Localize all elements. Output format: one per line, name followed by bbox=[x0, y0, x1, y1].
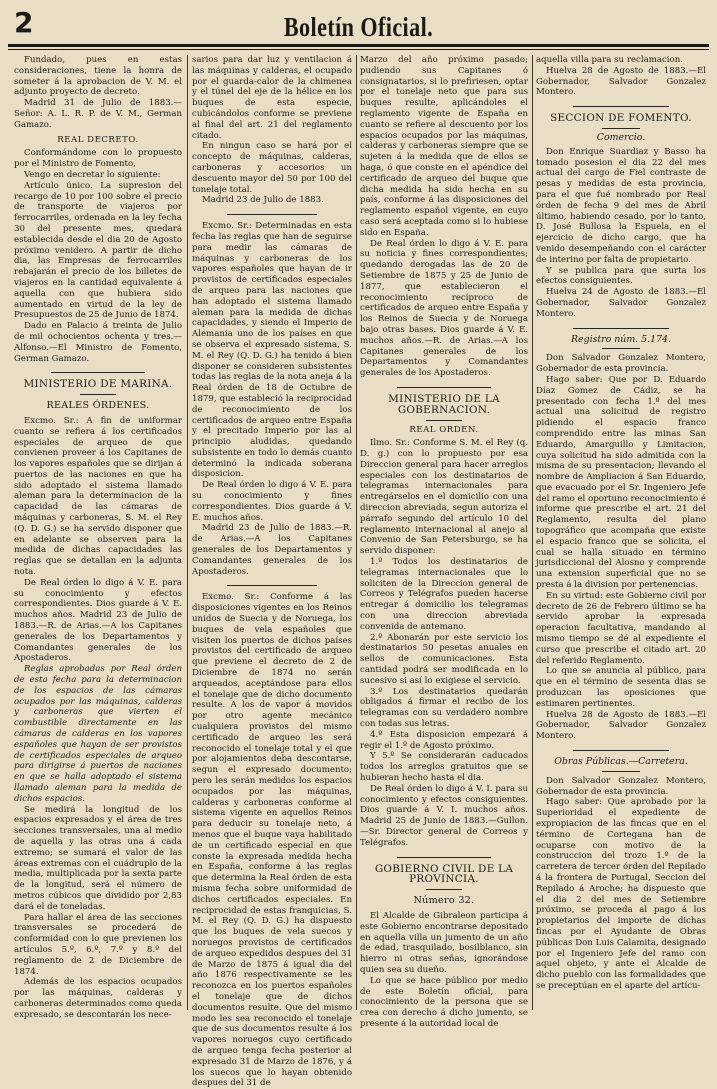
paragraph: Reglas aprobadas por Real órden de esta fecha para la determinacion de los espacios de las cámaras ocupados por las máquinas, calderas y carboneras que vierten el combustible directamente en las cámaras de calderas en los vapores españoles que hayan de ser provistos de certificados especiales de arqueo para dirigirse á puertos de naciones en que se halla adoptado el sistema llamado aleman para la medida de dichos espacios. bbox=[14, 664, 182, 804]
top-rule-thin bbox=[8, 49, 709, 50]
top-rule bbox=[8, 44, 709, 47]
divider bbox=[602, 771, 639, 772]
paragraph: Dado en Palacio á treinta de Julio de mil ochocientos ochenta y tres.—Alfonso.—El Ministro de Fomento, German Gamazo. bbox=[14, 321, 182, 364]
paragraph: Don Salvador Gonzalez Montero, Gobernador de esta provincia. bbox=[536, 353, 706, 375]
paragraph: Don Enrique Suardiaz y Basso ha tomado posesion el dia 22 del mes actual del cargo de Fiel contraste de pesas y medidas de esta provincia, para el que fué nombrado por Real órden de fecha 9 del mes de Abril último, habiendo cesado, por lo tanto, D. José Bullosa la Espuela, en el ejercicio de dicho cargo, que ha venido desempeñando con el carácter de interino por falta de propietario. bbox=[536, 146, 706, 265]
column-3 bbox=[360, 55, 528, 1029]
subsection-heading: Obras Públicas.—Carretera. bbox=[554, 756, 688, 768]
paragraph: Marzo del año próximo pasado; pudiendo sus Capitanes ó consignatarios, si lo prefiriesen, optar por el tonelaje neto que para sus buques resulte, aplicándoles el reglamento vigente de España en cuanto se refiere al descuento por los espacios ocupados por las máquinas, calderas y carboneras siempre que se sujeten á la medida que de ellos se haga, ó que conste en el apéndice del certificado de arqueo del buque que dicha medida ha sido hecha en su país, conforme á las disposiciones del reglamento español vigente, en cuyo caso será aceptada como si lo hubiese sido en España. bbox=[360, 55, 528, 238]
paragraph: 1.º Todos los destinatarios de telegramas internacionales que lo soliciten de la Direccion general de Correos y Telégrafos pueden hacerse entregar á domicilio los telegramas con una direccion abreviada convenida de antemano. bbox=[360, 557, 528, 632]
paragraph: Y 5.º Se considerarán caducados todos los arreglos gratuitos que se hubieran hecho hasta el dia. bbox=[360, 751, 528, 783]
paragraph: aquella villa para su reclamacion. bbox=[536, 55, 683, 65]
divider bbox=[397, 857, 491, 858]
paragraph: Ilmo. Sr.: Conforme S. M. el Rey (q. D. g.) con lo propuesto por esa Direccion general para hacer arreglos especiales con los destinatarios de telegramas internacionales para entregárselos en el domicilio con una direccion abreviada, segun autoriza el párrafo segundo del artículo 10 del reglamento internacional al anejo al Convenio de San Petersburgo, se ha servido disponer: bbox=[360, 438, 528, 557]
paragraph: Madrid 31 de Julio de 1883.—Señor: A. L. R. P. de V. M., German Gamazo. bbox=[14, 98, 182, 130]
section-heading: REAL ORDEN. bbox=[409, 424, 479, 435]
paragraph: Madrid 23 de Julio de 1883.—R. de Arias.—A los Capitanes generales de los Departamentos y Comandantes generales de los Apostaderos. bbox=[192, 523, 352, 577]
divider bbox=[573, 106, 668, 107]
paragraph: En ningun caso se hará por el concepto de máquinas, calderas, carboneras y accesorios un descuento mayor del 50 por 100 del tonelaje total. bbox=[192, 141, 352, 195]
paragraph: Hago saber: Que por D. Eduardo Díaz Gomez de Cádiz, se ha presentado con fecha 1.º del mes actual una solicitud de registro pidiendo el espacio franco comprendido entre las minas San Eduardo, Amarguillo y Limitacion, cuya solicitud ha sido admitida con la misma de su presentacion; llevando el nombre de Ampliacion á San Eduardo, que evacuado por el Sr. Ingeniero Jefe del ramo el oportuno reconocimiento é informe que prescribe el art. 21 del Reglamento, resulta del plano topográfico que acompaña que existe el espacio franco que se solicita, el cual se halla situado en término jurisdiccional del Alosno y comprende una extension superficial que no se presta á la division por pertenencias. bbox=[536, 374, 706, 591]
paragraph: Vengo en decretar lo siguiente: bbox=[24, 169, 161, 180]
paragraph: Artículo único. La supresion del recargo de 10 por 100 sobre el precio de transporte de viajeros por ferrocarriles, ordenada en la ley fecha 30 del presente mes, quedará establecida desde el dia 20 de Agosto próximo venidero. A partir de dicho dia, las Empresas de ferrocarriles rebajarán el precio de los billetes de viajeros en la cantidad equivalente á aquella con que hubiera sido aumentado en virtud de la ley de Presupuestos de 25 de Junio de 1874. bbox=[14, 180, 182, 321]
divider bbox=[397, 387, 491, 388]
column-separator bbox=[187, 55, 188, 1010]
paragraph: Excmo. Sr.: A fin de uniformar cuanto se refiera á los certificados especiales de arqueo de que convienen proveer á los Capitanes de los vapores españoles que se dirijan á puertos de las naciones en que ha sido adoptado el sistema llamado aleman para la determinacion de la capacidad de las cámaras de máquinas y carboneras, S. M. el Rey (Q. D. G.) se ha servido disponer que en adelante se observen para la medida de dichas capacidades las reglas que se detallan en la adjunta nota. bbox=[14, 415, 182, 578]
paragraph: Además de los espacios ocupados por las máquinas, calderas y carboneras determinados como queda expresado, se descontarán los nece- bbox=[14, 977, 182, 1020]
paragraph: Se medirá la longitud de los espacios expresados y el área de tres secciones transversales, una al medio de aquella y las otras una á cada extremo; se sumará el valor de las áreas extremas con el cuádruplo de la media, multiplicada por la sexta parte de la longitud, será el número de metros cúbicos que dividido por 2,83 dará el de toneladas. bbox=[14, 804, 182, 912]
paragraph: De Real órden lo digo á V. E. para su noticia y fines correspondientes; quedando derogadas las de 20 de Setiembre de 1875 y 25 de Junio de 1877, que establecieron el reconocimiento recíproco de certificados de arqueo entre España y los Reinos de Suecia y de Noruega bajo otras bases. Dios guarde á V. E. muchos años.—R. de Arias.—A los Capitanes generales de los Departamentos y Comandantes generales de los Apostaderos. bbox=[360, 238, 528, 379]
paragraph: Excmo. Sr.: Determinadas en esta fecha las reglas que han de seguirse para medir las cámaras de máquinas y carboneras de los vapores españoles que hayan de ir provistos de certificados especiales de arqueo para las naciones que han adoptado el sistema llamado aleman para la medida de dichas capacidades, y siendo el Imperio de Alemania uno de los países en que se observa el expresado sistema, S. M. el Rey (Q. D. G.) ha tenido á bien disponer se consideren subsistentes todas las reglas de la nota aneja á la Real órden de 18 de Octubre de 1879, que estableció la reciprocidad de reconocimiento de los certificados de arqueo entre España y el precitado Imperio por las al principio aludidas, quedando subsistente en todo lo demás cuanto determinó la indicada soberana disposicion. bbox=[192, 221, 352, 480]
paragraph: 2.º Abonarán por este servicio los destinatarios 50 pesetas anuales en sellos de comunicaciones. Esta cantidad podrá ser modificada en lo sucesivo si así lo exigiese el servicio. bbox=[360, 632, 528, 686]
registry-heading: Registro núm. 5.174. bbox=[570, 333, 672, 345]
section-heading: SECCION DE FOMENTO. bbox=[550, 112, 692, 125]
subsection-heading: Comercio. bbox=[596, 131, 646, 143]
divider bbox=[573, 750, 668, 751]
divider bbox=[426, 889, 463, 890]
divider bbox=[602, 348, 639, 349]
column-separator bbox=[356, 55, 357, 1010]
newspaper-title: Boletín Oficial. bbox=[283, 12, 434, 42]
divider bbox=[426, 420, 463, 421]
paragraph: De Real órden lo digo á V. E. para su conocimiento y efectos correspondientes. Dios guarde á V. E. muchos años. Madrid 23 de Julio de 1883.—R. de Arias.—A los Capitanes generales de los Departamentos y Comandantes generales de los Apostaderos. bbox=[14, 577, 182, 664]
divider bbox=[602, 128, 639, 129]
divider bbox=[227, 214, 317, 215]
number-heading: Número 32. bbox=[413, 895, 475, 907]
ministry-heading: MINISTERIO DE LA GOBERNACION. bbox=[388, 392, 500, 416]
paragraph: 4.º Esta disposicion empezará á regir el 1.º de Agosto próximo. bbox=[360, 729, 528, 751]
paragraph: Conformándome con lo propuesto por el Ministro de Fomento, bbox=[14, 148, 182, 170]
government-heading: GOBIERNO CIVIL DE LA PROVINCIA. bbox=[374, 862, 514, 886]
paragraph: De Real órden lo digo á V. I. para su conocimiento y efectos consiguientes. Dios guarde á V. I. muchos años. Madrid 25 de Junio de 1883.—Gullon.—Sr. Director general de Correos y Telégrafos. bbox=[360, 783, 528, 848]
divider bbox=[80, 394, 117, 395]
ministry-heading: MINISTERIO DE MARINA. bbox=[23, 378, 173, 391]
divider bbox=[573, 328, 668, 329]
column-separator bbox=[532, 55, 533, 1010]
paragraph: Huelva 24 de Agosto de 1883.—El Gobernador, Salvador Gonzalez Montero. bbox=[536, 287, 706, 319]
paragraph: Hago saber: Que aprobado por la Superioridad el expediente de expropiacion de las fincas que en el término de Cortegana han de ocuparse con motivo de la construccion del trozo 1.º de la carretera de tercer órden del Repilado á la frontera de Portugal, Seccion del Repilado á Aroche; ha dispuesto que el dia 2 del mes de Setiembre próximo, se proceda al pago á los propietarios del importe de dichas fincas por el Ayudante de Obras públicas Don Luis Calamita, designado por el Ingeniero Jefe del ramo con aquel objeto, y ante el Alcalde de dicho pueblo con las formalidades que se preceptúan en el aparte del artícu- bbox=[536, 797, 706, 991]
paragraph: El Alcalde de Gibraleon participa á este Gobierno encontrarse depositado en aquella villa un jumento de un año de edad, trasquilado, bosilblanco, sin hierro ni otras señas, ignorándose quien sea su dueño. bbox=[360, 910, 528, 975]
masthead bbox=[0, 0, 717, 44]
paragraph: Fundado, pues en estas consideraciones, tiene la honra de someter á la aprobacion de V. M. el adjunto proyecto de decreto. bbox=[14, 55, 182, 98]
section-heading: REAL DECRETO. bbox=[57, 134, 139, 145]
page-number: 2 bbox=[14, 6, 34, 39]
paragraph: Lo que se hace público por medio de este Boletín oficial, para conocimiento de la persona que se crea con derecho á dicho jumento, se presente á la autoridad local de bbox=[360, 975, 528, 1029]
column-1 bbox=[14, 55, 182, 1020]
paragraph: sarios para dar luz y ventilacion á las máquinas y calderas, el ocupado por el guarda-calor de la chimenea y el túnel del eje de la hélice en los buques de esta especie, cubicándolos conforme se previene al final del art. 21 del reglamento citado. bbox=[192, 55, 352, 141]
paragraph: Y se publica para que surta los efectos consiguientes. bbox=[536, 265, 706, 287]
paragraph: 3.º Los destinatarios quedarán obligados á firmar el recibo de los telegramas con su verdadero nombre con todas sus letras. bbox=[360, 686, 528, 730]
paragraph: Lo que se anuncia al público, para que en el término de sesenta dias se produzcan las oposiciones que estimaren pertinentes. bbox=[536, 666, 706, 709]
paragraph: Excmo. Sr.: Conforme á las disposiciones vigentes en los Reinos unidos de Suecia y de Noruega, los buques de vela españoles que visiten los puertos de dichos países provistos del certificado de arqueo que previene el decreto de 2 de Diciembre de 1874 no serán arqueados, aceptándose para ellos el tonelaje que de dicho documento resulte. A los de vapor á movidos por otro agente mecánico cualquiera provistos del mismo certificado de arqueo les será reconocido el tonelaje total y el que por alojamientos deba descontarse, segun el expresado documento; pero les serán medidos los espacios ocupados por las máquinas, calderas y carboneras conforme al sistema vigente en aquellos Reinos para deducir su tonelaje neto, á menos que el buque vaya habilitado de un certificado especial en que conste la expresada medida hecha en España, conforme á las reglas que determina la Real órden de esta misma fecha sobre uniformidad de dichos certificados especiales. En reciprocidad de estas franquicias, S. M. el Rey (Q. D. G.) ha dispuesto que los buques de vela suecos y noruegos provistos de certificados de arqueo expedidos despues del 31 de Marzo de 1875 á igual dia del año 1876 respectivamente se les reconozca en los puertos españoles el tonelaje que de dichos documentos resulte. Que del mismo modo les sea reconocido el tonelaje que de sus documentos resulte á los vapores noruegos cuyo certificado de arqueo tenga fecha posterior al expresado 31 de Marzo de 1876, y á los suecos que lo hayan obtenido despues del 31 de bbox=[192, 592, 352, 1089]
column-4 bbox=[536, 55, 706, 1015]
paragraph: En su virtud: este Gobierno civil por decreto de 26 de Febrero último se ha servido aprobar la expresada operacion facultativa, mandando al mismo tiempo se dé al expediente el curso que prescribe el citado art. 20 del referido Reglamento. bbox=[536, 590, 706, 666]
divider bbox=[227, 585, 317, 586]
paragraph: Huelva 28 de Agosto de 1883.—El Gobernador, Salvador Gonzalez Montero. bbox=[536, 709, 706, 742]
paragraph: De Real órden lo digo á V. E. para su conocimiento y fines correspondientes. Dios guarde á V. E. muchos años. bbox=[192, 480, 352, 523]
paragraph: Don Salvador Gonzalez Montero, Gobernador de esta provincia. bbox=[536, 775, 706, 797]
divider bbox=[51, 372, 145, 373]
paragraph: Madrid 23 de Julio de 1883. bbox=[202, 195, 324, 206]
paragraph: Para hallar el área de las secciones transversales se procederá de conformidad con lo que previenen los artículos 5.º, 6.º, 7.º y 8.º del reglamento de 2 de Diciembre de 1874. bbox=[14, 912, 182, 977]
column-2 bbox=[192, 55, 352, 1089]
section-heading: REALES ÓRDENES. bbox=[46, 400, 150, 412]
paragraph: Huelva 28 de Agosto de 1883.—El Gobernador, Salvador Gonzalez Montero. bbox=[536, 65, 706, 98]
